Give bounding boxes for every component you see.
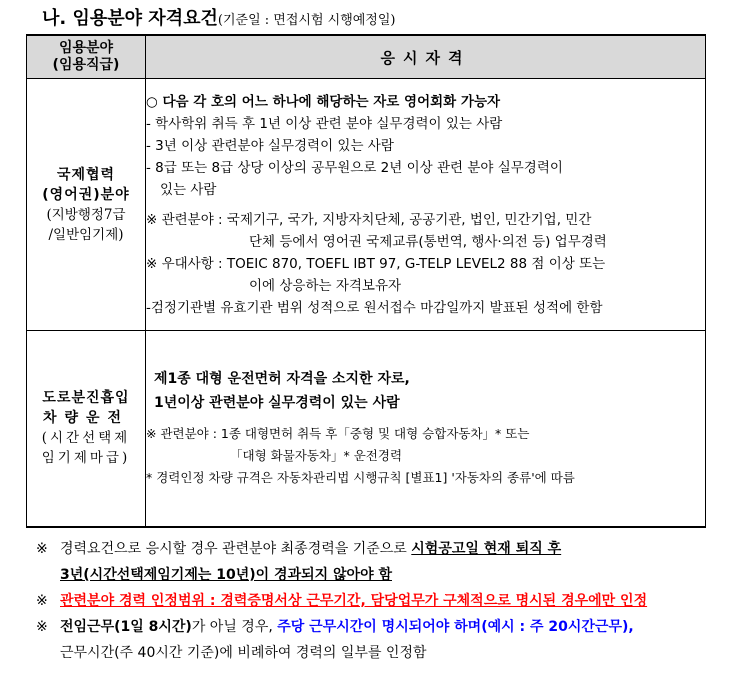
note-full-time — [36, 614, 716, 640]
note-warning: 관련분야 경력 인정범위 : 경력증명서상 근무기간, 담당업무가 구체적으로 명시된 경우에만 인정 — [60, 593, 648, 609]
header-field-cell — [27, 35, 146, 79]
qualification-cell-road-dust — [146, 331, 706, 527]
qualification-line: * 경력인정 차량 규격은 자동차관리법 시행규칙 [별표1] '자동차의 종류'에 따름 — [146, 470, 575, 486]
qualification-line: - 학사학위 취득 후 1년 이상 관련 분야 실무경력이 있는 사람 — [146, 115, 503, 132]
qualification-line: 있는 사람 — [160, 181, 217, 198]
table-row — [27, 79, 706, 331]
table-row — [27, 331, 706, 527]
requirements-table — [26, 34, 706, 528]
note-career-scope — [36, 588, 716, 614]
header-qualification-label: 응시자격 — [380, 48, 471, 67]
note-text: 경력요건으로 응시할 경우 관련분야 최종경력을 기준으로 — [60, 541, 412, 557]
qualification-line: 단체 등에서 영어권 국제교류(통번역, 행사·의전 등) 업무경력 — [249, 233, 607, 250]
qualification-line: 이에 상응하는 자격보유자 — [249, 277, 402, 294]
field-grade: /일반임기제) — [48, 226, 124, 243]
qualification-line: ※ 관련분야 : 국제기구, 국가, 지방자치단체, 공공기관, 법인, 민간기업, 민간 — [146, 211, 592, 228]
note-career-period — [36, 536, 716, 562]
qualification-line: 「대형 화물자동차」* 운전경력 — [230, 448, 403, 464]
header-field-label-1: 임용분야 — [58, 40, 114, 56]
qualification-line: ※ 관련분야 : 1종 대형면허 취득 후「중형 및 대형 승합자동차」* 또는 — [146, 426, 530, 442]
note-emphasis: 전임근무(1일 8시간) — [60, 619, 192, 635]
qualification-line: 제1종 대형 운전면허 자격을 소지한 자로, — [154, 371, 410, 388]
section-subtitle: (기준일 : 면접시험 시행예정일) — [217, 13, 396, 28]
qualification-line: -검정기관별 유효기관 범위 성적으로 원서접수 마감일까지 발표된 성적에 한함 — [146, 299, 603, 316]
note-emphasis: 3년(시간선택제임기제는 10년)이 경과되지 않아야 함 — [60, 567, 392, 583]
field-cell-road-dust — [27, 331, 146, 527]
qualification-line: 1년이상 관련분야 실무경력이 있는 사람 — [154, 395, 400, 412]
note-full-time-cont — [36, 640, 716, 666]
qualification-line: ※ 우대사항 : TOEIC 870, TOEFL IBT 97, G-TELP LEVEL2 88 점 이상 또는 — [146, 255, 606, 272]
qualification-cell-international — [146, 79, 706, 331]
note-mark: ※ — [36, 619, 48, 635]
note-highlight: 주당 근무시간이 명시되어야 하며(예시 : 주 20시간근무), — [277, 619, 634, 635]
field-grade: (지방행정7급 — [46, 206, 126, 223]
qualification-line: - 3년 이상 관련분야 실무경력이 있는 사람 — [146, 137, 394, 154]
note-text: 근무시간(주 40시간 기준)에 비례하여 경력의 일부를 인정함 — [60, 645, 427, 661]
section-title: 나. 임용분야 자격요건 — [42, 8, 218, 29]
notes-section — [36, 536, 716, 666]
note-career-period-cont — [36, 562, 716, 588]
table-header-row — [27, 35, 706, 79]
field-name: 차량운전 — [42, 410, 130, 427]
field-name: 국제협력 — [56, 166, 116, 183]
header-field-label-2: (임용직급) — [52, 57, 120, 73]
qualification-line: ○ 다음 각 호의 어느 하나에 해당하는 자로 영어회화 가능자 — [146, 93, 501, 110]
field-grade: (시간선택제 — [41, 430, 131, 447]
note-emphasis: 시험공고일 현재 퇴직 후 — [411, 541, 562, 557]
note-text: 가 아닐 경우, — [191, 619, 278, 635]
section-heading — [42, 6, 396, 32]
note-mark: ※ — [36, 593, 48, 609]
field-name: (영어권)분야 — [42, 186, 130, 203]
header-qualification-cell — [146, 35, 706, 79]
field-grade: 임기제마급) — [41, 450, 131, 467]
qualification-line: - 8급 또는 8급 상당 이상의 공무원으로 2년 이상 관련 분야 실무경력이 — [146, 159, 563, 176]
field-name: 도로분진흡입 — [42, 390, 130, 407]
note-mark: ※ — [36, 541, 48, 557]
field-cell-international — [27, 79, 146, 331]
